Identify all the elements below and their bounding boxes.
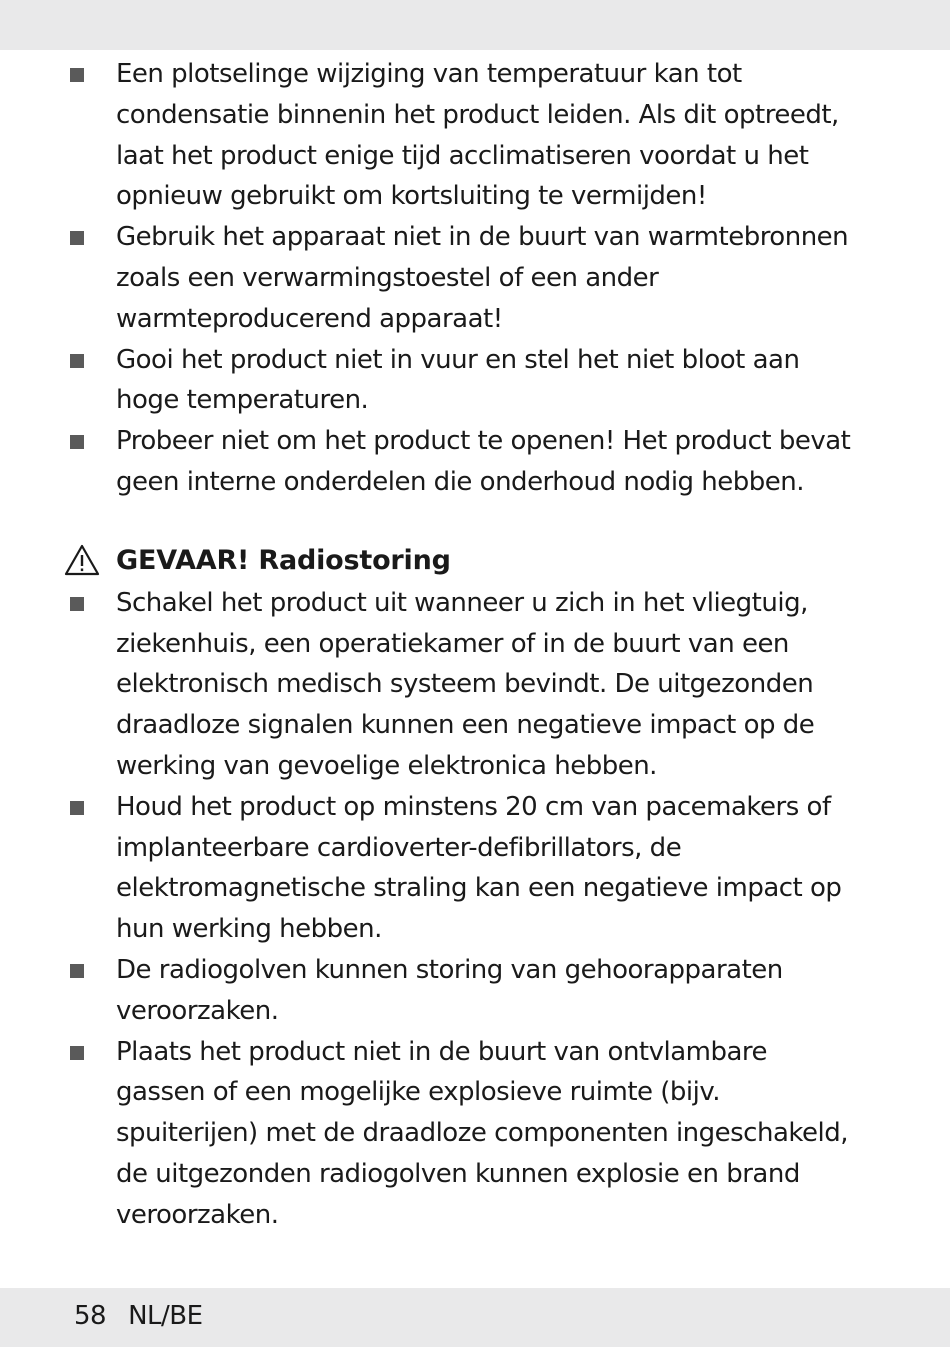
list-item <box>0 421 950 503</box>
square-bullet-icon <box>70 435 84 449</box>
language-code: NL/BE <box>128 1301 203 1331</box>
list-item-text: Plaats het product niet in de buurt van ontvlambare gassen of een mogelijke explosieve ruimte (bijv. spuiterijen) met de draadloze componenten ingeschakeld, de uitgezonden radiogolven kunnen explosie en brand veroorzaken. <box>116 1036 849 1230</box>
safety-list-radio <box>0 583 950 1236</box>
page-footer <box>74 1296 203 1336</box>
square-bullet-icon <box>70 597 84 611</box>
square-bullet-icon <box>70 354 84 368</box>
square-bullet-icon <box>70 801 84 815</box>
list-item <box>0 340 950 422</box>
list-item-text: Houd het product op minstens 20 cm van pacemakers of implanteerbare cardioverter-defibrillators, de elektromagnetische straling kan een negatieve impact op hun werking hebben. <box>116 791 842 945</box>
list-item <box>0 54 950 217</box>
list-item-text: Schakel het product uit wanneer u zich in het vliegtuig, ziekenhuis, een operatiekamer of in de buurt van een elektronisch medisch systeem bevindt. De uitgezonden draadloze signalen kunnen een negatieve impact op de werking van gevoelige elektronica hebben. <box>116 587 815 781</box>
square-bullet-icon <box>70 68 84 82</box>
list-item-text: De radiogolven kunnen storing van gehoorapparaten veroorzaken. <box>116 954 783 1026</box>
list-item-text: Probeer niet om het product te openen! Het product bevat geen interne onderdelen die onderhoud nodig hebben. <box>116 426 851 497</box>
page-number: 58 <box>74 1301 107 1331</box>
list-item <box>0 787 950 950</box>
header-band <box>0 0 950 50</box>
list-item-text: Gebruik het apparaat niet in de buurt van warmtebronnen zoals een verwarmingstoestel of een ander warmteproducerend apparaat! <box>116 222 849 334</box>
list-item <box>0 1032 950 1236</box>
list-item <box>0 950 950 1032</box>
square-bullet-icon <box>70 231 84 245</box>
list-item <box>0 217 950 339</box>
square-bullet-icon <box>70 1046 84 1060</box>
list-item-text: Gooi het product niet in vuur en stel het niet bloot aan hoge temperaturen. <box>116 344 800 416</box>
list-item <box>0 583 950 787</box>
section-heading-text: GEVAAR! Radiostoring <box>116 544 451 576</box>
safety-list-general <box>0 54 950 503</box>
page-content <box>0 54 950 1236</box>
section-heading <box>0 539 950 583</box>
warning-triangle-icon <box>64 544 100 576</box>
list-item-text: Een plotselinge wijziging van temperatuur kan tot condensatie binnenin het product leiden. Als dit optreedt, laat het product enige tijd acclimatiseren voordat u het opnieuw gebruikt om kortsluiting te vermijden! <box>116 59 839 212</box>
square-bullet-icon <box>70 964 84 978</box>
